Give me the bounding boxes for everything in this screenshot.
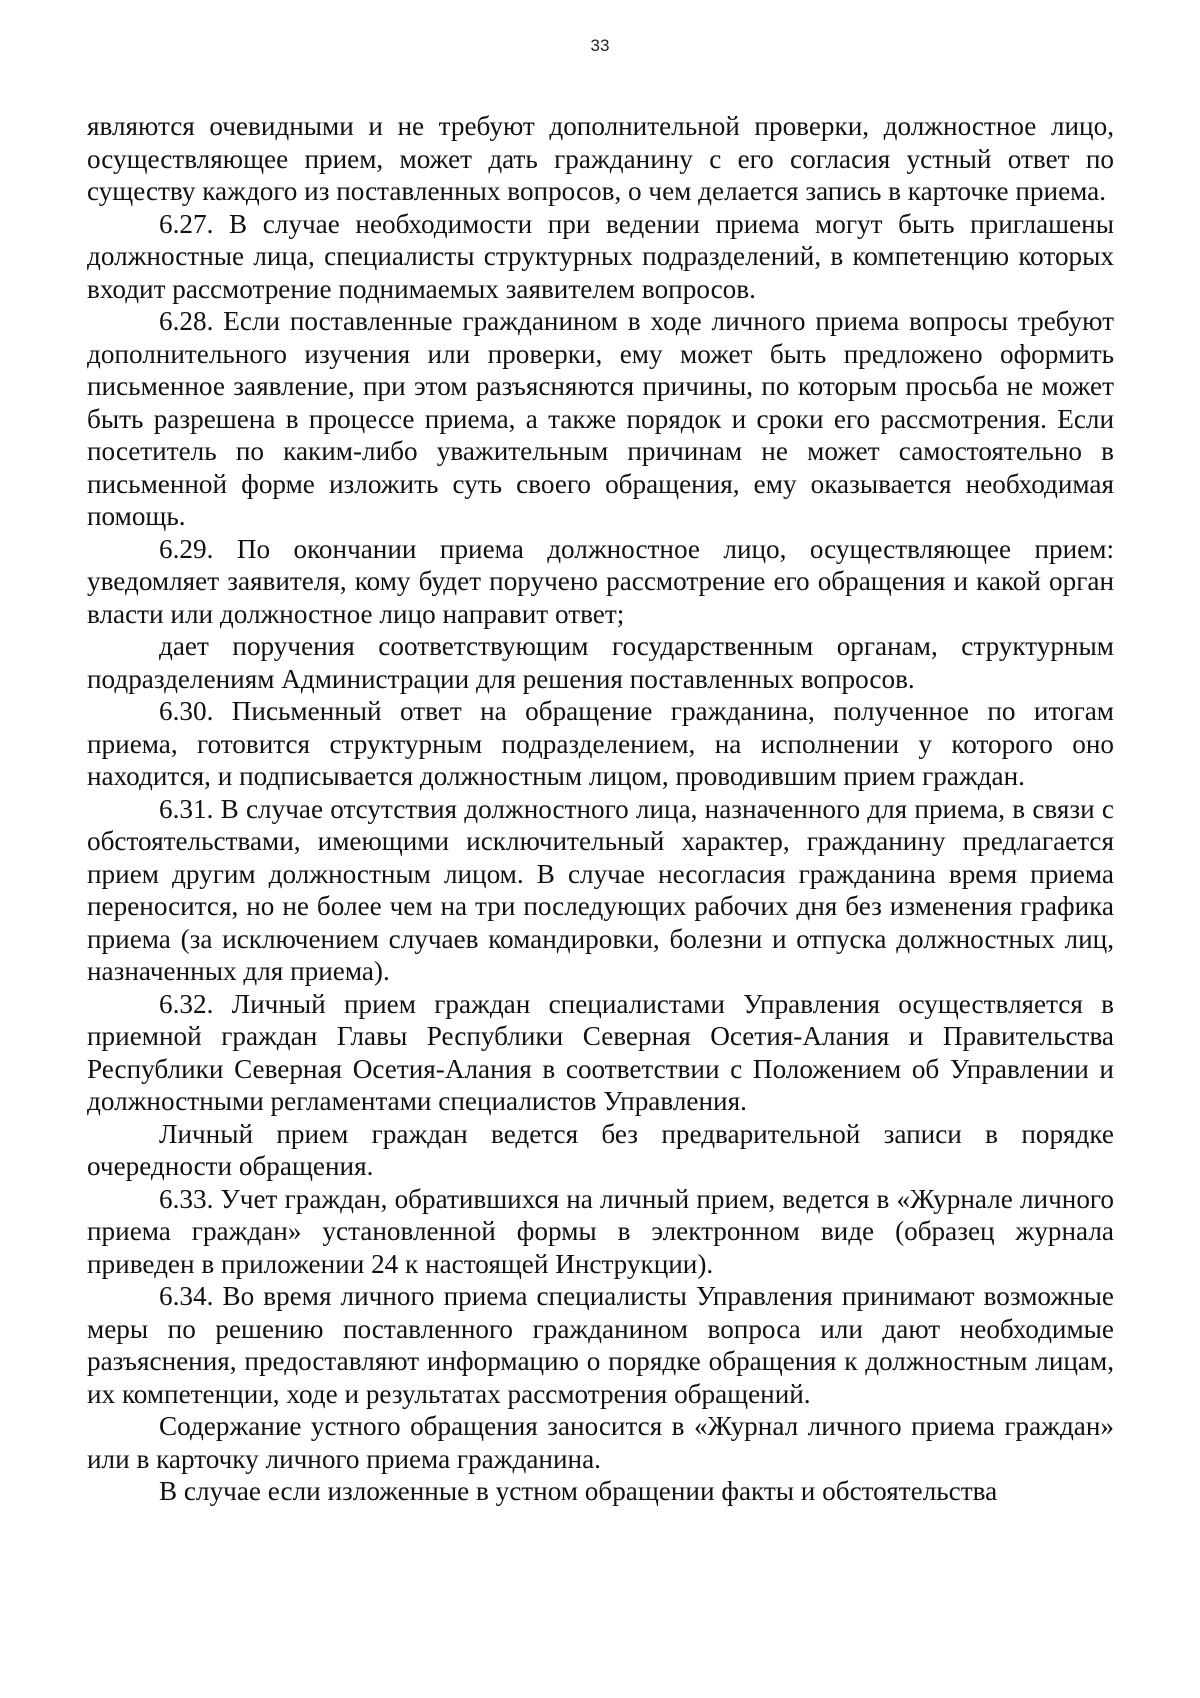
paragraph-6-30: 6.30. Письменный ответ на обращение гражданина, полученное по итогам приема, готовится структурным подразделением, на исполнении у которого оно находится, и подписывается должностным лицом, проводившим прием граждан. xyxy=(87,696,1114,791)
paragraph-6-32-queue: Личный прием граждан ведется без предварительной записи в порядке очередности обращения. xyxy=(87,1118,1114,1181)
paragraph-6-28: 6.28. Если поставленные гражданином в ходе личного приема вопросы требуют дополнительного изучения или проверки, ему может быть предложено оформить письменное заявление, при этом разъясняются причины, по которым просьба не может быть разрешена в процессе приема, а также порядок и сроки его рассмотрения. Если посетитель по каким-либо уважительным причинам не может самостоятельно в письменной форме изложить суть своего обращения, ему оказывается необходимая помощь. xyxy=(87,306,1114,531)
paragraph-6-29: 6.29. По окончании приема должностное лицо, осуществляющее прием: уведомляет заявителя, кому будет поручено рассмотрение его обращения и какой орган власти или должностное лицо направит ответ; xyxy=(87,533,1114,629)
paragraph-6-34-journal: Содержание устного обращения заносится в «Журнал личного приема граждан» или в карточку личного приема гражданина. xyxy=(87,1411,1114,1474)
paragraph-6-31: 6.31. В случае отсутствия должностного лица, назначенного для приема, в связи с обстоятельствами, имеющими исключительный характер, гражданину предлагается прием другим должностным лицом. В случае несогласия гражданина время приема переносится, но не более чем на три последующих рабочих дня без изменения графика приема (за исключением случаев командировки, болезни и отпуска должностных лиц, назначенных для приема). xyxy=(87,793,1114,986)
document-body xyxy=(87,110,1114,1508)
paragraph-6-29-orders: дает поручения соответствующим государственным органам, структурным подразделениям Администрации для решения поставленных вопросов. xyxy=(87,631,1114,694)
paragraph-6-33: 6.33. Учет граждан, обратившихся на личный прием, ведется в «Журнале личного приема граждан» установленной формы в электронном виде (образец журнала приведен в приложении 24 к настоящей Инструкции). xyxy=(87,1183,1114,1279)
page-number: 33 xyxy=(590,36,610,55)
paragraph-6-32: 6.32. Личный прием граждан специалистами Управления осуществляется в приемной граждан Главы Республики Северная Осетия-Алания и Правительства Республики Северная Осетия-Алания в соответствии с Положением об Управлении и должностными регламентами специалистов Управления. xyxy=(87,988,1114,1116)
paragraph-6-27: 6.27. В случае необходимости при ведении приема могут быть приглашены должностные лица, специалисты структурных подразделений, в компетенцию которых входит рассмотрение поднимаемых заявителем вопросов. xyxy=(87,208,1114,304)
paragraph-6-34: 6.34. Во время личного приема специалисты Управления принимают возможные меры по решению поставленного гражданином вопроса или дают необходимые разъяснения, предоставляют информацию о порядке обращения к должностным лицам, их компетенции, ходе и результатах рассмотрения обращений. xyxy=(87,1281,1114,1409)
paragraph-6-34-facts: В случае если изложенные в устном обращении факты и обстоятельства xyxy=(159,1476,998,1506)
paragraph-continuation: являются очевидными и не требуют дополнительной проверки, должностное лицо, осуществляющее прием, может дать гражданину с его согласия устный ответ по существу каждого из поставленных вопросов, о чем делается запись в карточке приема. xyxy=(87,111,1114,206)
